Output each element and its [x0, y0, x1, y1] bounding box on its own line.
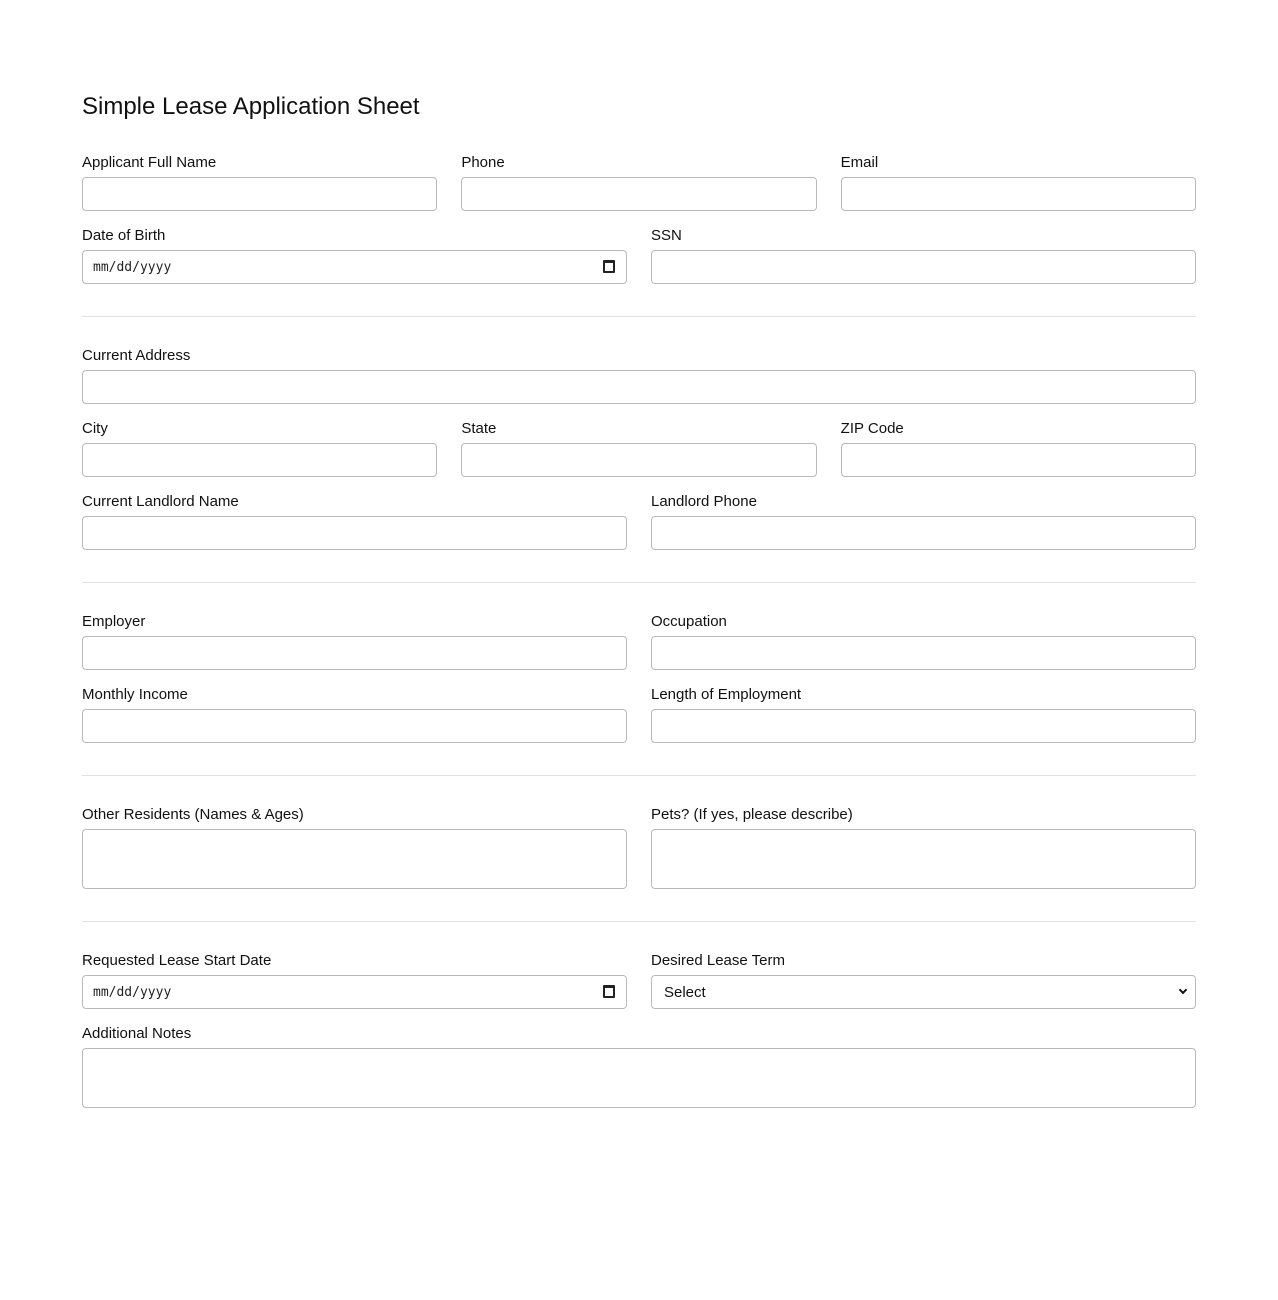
lease-start-label: Requested Lease Start Date — [82, 952, 272, 969]
phone-field — [461, 154, 816, 211]
employment-length-label: Length of Employment — [651, 686, 802, 703]
address-input[interactable] — [82, 370, 1196, 404]
income-label: Monthly Income — [82, 686, 188, 703]
zip-field — [841, 420, 1196, 477]
landlord-name-input[interactable] — [82, 516, 627, 550]
residents-textarea[interactable] — [82, 829, 627, 889]
lease-term-selected[interactable]: Select — [651, 975, 1196, 1009]
applicant-row-1 — [82, 154, 1196, 211]
address-field — [82, 347, 1196, 404]
landlord-name-field — [82, 493, 627, 550]
lease-term-label: Desired Lease Term — [651, 952, 785, 969]
address-label: Current Address — [82, 347, 191, 364]
phone-input[interactable] — [461, 177, 816, 211]
address-row — [82, 347, 1196, 404]
full-name-input[interactable] — [82, 177, 437, 211]
full-name-field — [82, 154, 437, 211]
household-row — [82, 806, 1196, 889]
landlord-name-label: Current Landlord Name — [82, 493, 239, 510]
phone-label: Phone — [461, 154, 505, 171]
zip-input[interactable] — [841, 443, 1196, 477]
notes-textarea[interactable] — [82, 1048, 1196, 1108]
lease-start-placeholder[interactable]: mm/dd/yyyy — [82, 975, 627, 1009]
employment-length-input[interactable] — [651, 709, 1196, 743]
notes-label: Additional Notes — [82, 1025, 192, 1042]
ssn-field — [651, 227, 1196, 284]
city-state-zip-row — [82, 420, 1196, 477]
full-name-label: Applicant Full Name — [82, 154, 217, 171]
ssn-input[interactable] — [651, 250, 1196, 284]
lease-term-select[interactable] — [651, 975, 1196, 1009]
email-input[interactable] — [841, 177, 1196, 211]
dob-field — [82, 227, 627, 284]
occupation-input[interactable] — [651, 636, 1196, 670]
city-input[interactable] — [82, 443, 437, 477]
landlord-row — [82, 493, 1196, 550]
residents-field — [82, 806, 627, 889]
landlord-phone-label: Landlord Phone — [651, 493, 757, 510]
state-field — [461, 420, 816, 477]
employment-length-field — [651, 686, 1196, 743]
lease-term-field — [651, 952, 1196, 1009]
occupation-label: Occupation — [651, 613, 727, 630]
notes-row — [82, 1025, 1196, 1108]
dob-placeholder[interactable]: mm/dd/yyyy — [82, 250, 627, 284]
applicant-row-2 — [82, 227, 1196, 284]
section-divider — [82, 316, 1196, 317]
income-input[interactable] — [82, 709, 627, 743]
employer-label: Employer — [82, 613, 146, 630]
calendar-icon[interactable] — [603, 985, 615, 998]
landlord-phone-input[interactable] — [651, 516, 1196, 550]
email-label: Email — [840, 154, 879, 171]
state-input[interactable] — [461, 443, 816, 477]
employer-input[interactable] — [82, 636, 627, 670]
residents-label: Other Residents (Names & Ages) — [82, 806, 304, 823]
lease-start-field — [82, 952, 627, 1009]
section-divider — [82, 921, 1196, 922]
pets-label: Pets? (If yes, please describe) — [651, 806, 853, 823]
lease-row — [82, 952, 1196, 1009]
notes-field — [82, 1025, 1196, 1108]
pets-textarea[interactable] — [651, 829, 1196, 889]
income-field — [82, 686, 627, 743]
ssn-label: SSN — [651, 227, 682, 244]
employment-row-2 — [82, 686, 1196, 743]
city-label: City — [82, 420, 108, 437]
section-divider — [82, 582, 1196, 583]
dob-date-input[interactable] — [82, 250, 627, 284]
section-divider — [82, 775, 1196, 776]
page-title: Simple Lease Application Sheet — [82, 93, 420, 120]
employment-row-1 — [82, 613, 1196, 670]
zip-label: ZIP Code — [840, 420, 904, 437]
occupation-field — [651, 613, 1196, 670]
state-label: State — [461, 420, 497, 437]
lease-start-date-input[interactable] — [82, 975, 627, 1009]
calendar-icon[interactable] — [603, 260, 615, 273]
email-field — [841, 154, 1196, 211]
pets-field — [651, 806, 1196, 889]
dob-label: Date of Birth — [82, 227, 166, 244]
employer-field — [82, 613, 627, 670]
landlord-phone-field — [651, 493, 1196, 550]
city-field — [82, 420, 437, 477]
